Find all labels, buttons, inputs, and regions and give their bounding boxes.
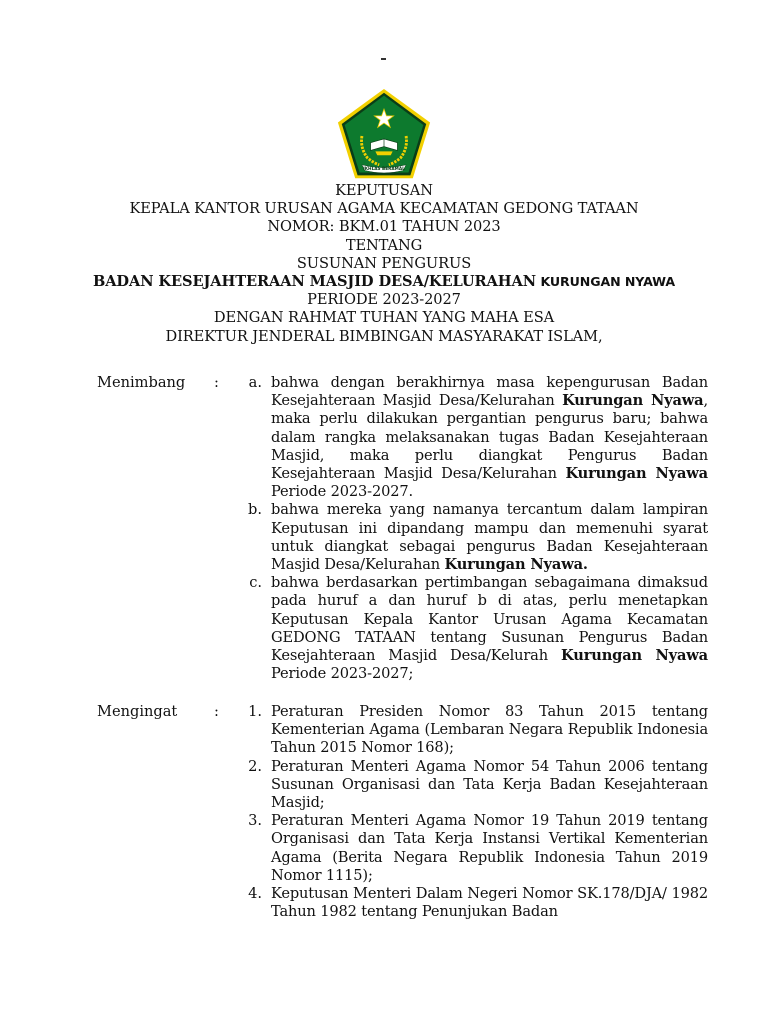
page-mark	[381, 58, 386, 60]
list-item	[240, 758, 708, 813]
invocation-line: DENGAN RAHMAT TUHAN YANG MAHA ESA	[213, 309, 555, 327]
list-item	[240, 703, 708, 758]
section-colon: :	[214, 703, 219, 720]
issuing-office: KEPALA KANTOR URUSAN AGAMA KECAMATAN GEDONG TATAAN	[129, 200, 639, 218]
item-text: bahwa dengan berakhirnya masa kepengurusan Badan Kesejahteraan Masjid Desa/Kelurahan Kurungan Nyawa, maka perlu dilakukan pergantian pengurus baru; bahwa dalam rangka melaksanakan tugas Badan Kesejahteraan Masjid, maka perlu diangkat Pengurus Badan Kesejahteraan Masjid Desa/Kelurahan Kurungan Nyawa Periode 2023-2027.	[271, 374, 708, 501]
section-label: Menimbang	[97, 374, 186, 391]
list-item	[240, 812, 708, 885]
item-marker: c.	[249, 574, 262, 592]
item-text: Peraturan Presiden Nomor 83 Tahun 2015 tentang Kementerian Agama (Lembaran Negara Republik Indonesia Tahun 2015 Nomor 168);	[271, 703, 708, 757]
section-label: Mengingat	[97, 703, 178, 720]
item-marker: a.	[248, 374, 262, 391]
decree-title: KEPUTUSAN	[335, 182, 433, 199]
organization-name: BADAN KESEJAHTERAAN MASJID DESA/KELURAHAN	[92, 273, 536, 291]
item-marker: 4.	[248, 885, 262, 903]
subject-line: SUSUNAN PENGURUS	[296, 254, 472, 272]
item-text: bahwa berdasarkan pertimbangan sebagaimana dimaksud pada huruf a dan huruf b di atas, perlu menetapkan Keputusan Kepala Kantor Urusan Agama Kecamatan GEDONG TATAAN tentang Susunan Pengurus Badan Kesejahteraan Masjid Desa/Kelurah Kurungan Nyawa Periode 2023-2027;	[271, 574, 708, 683]
item-text: Keputusan Menteri Dalam Negeri Nomor SK.178/DJA/ 1982 Tahun 1982 tentang Penunjukan Badan	[271, 885, 708, 921]
item-marker: 2.	[248, 757, 262, 775]
list-item	[240, 501, 708, 574]
item-marker: 3.	[248, 812, 262, 830]
item-text: Peraturan Menteri Agama Nomor 54 Tahun 2006 tentang Susunan Organisasi dan Tata Kerja Badan Kesejahteraan Masjid;	[271, 757, 708, 812]
svg-text:IKHLAS BERAMAL: IKHLAS BERAMAL	[363, 165, 405, 171]
menimbang-items	[240, 374, 708, 683]
mengingat-items	[240, 703, 708, 921]
item-marker: b.	[248, 501, 262, 519]
village-name: KURUNGAN NYAWA	[540, 274, 676, 290]
organization-line	[80, 273, 688, 291]
decree-number: NOMOR: BKM.01 TAHUN 2023	[267, 218, 501, 236]
kementerian-agama-emblem-icon	[335, 88, 433, 184]
list-item	[240, 574, 708, 683]
list-item	[240, 885, 708, 921]
item-text: Peraturan Menteri Agama Nomor 19 Tahun 2019 tentang Organisasi dan Tata Kerja Instansi Vertikal Kementerian Agama (Berita Negara Republik Indonesia Tahun 2019 Nomor 1115);	[271, 812, 708, 884]
decree-header	[80, 182, 688, 346]
section-colon: :	[214, 374, 219, 391]
period-line: PERIODE 2023-2027	[307, 291, 461, 309]
item-text: bahwa mereka yang namanya tercantum dalam lampiran Keputusan ini dipandang mampu dan memenuhi syarat untuk diangkat sebagai pengurus Badan Kesejahteraan Masjid Desa/Kelurahan Kurungan Nyawa.	[271, 501, 708, 574]
item-marker: 1.	[248, 703, 262, 720]
list-item	[240, 374, 708, 501]
about-label: TENTANG	[345, 236, 423, 254]
authority-line: DIREKTUR JENDERAL BIMBINGAN MASYARAKAT ISLAM,	[165, 327, 603, 345]
